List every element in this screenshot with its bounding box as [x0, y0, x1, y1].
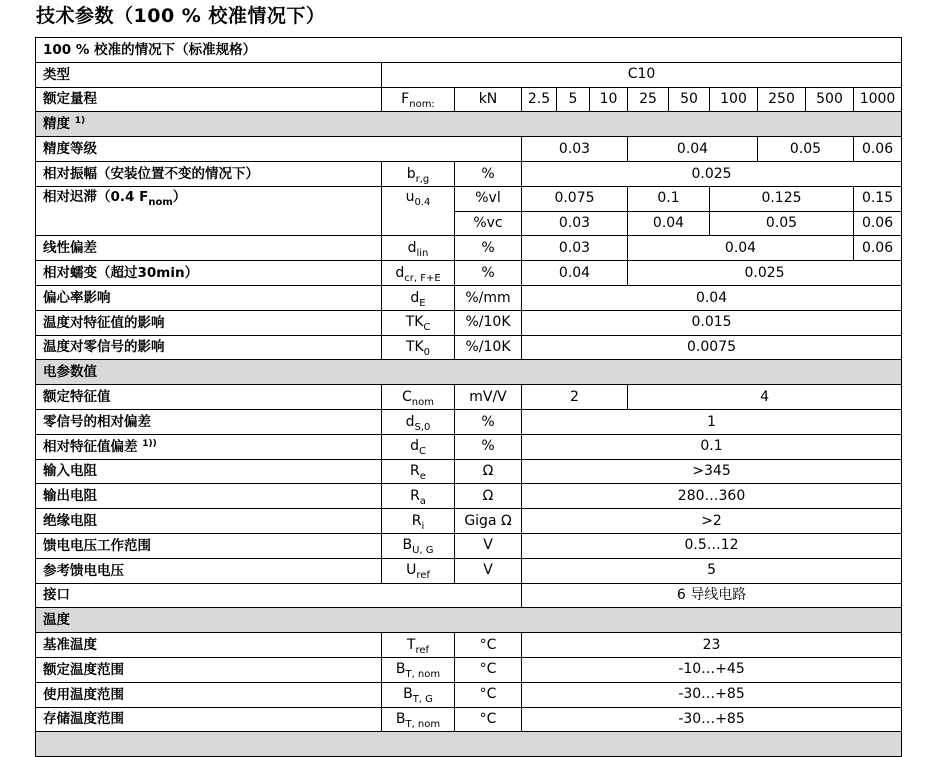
page-title: 技术参数（100 % 校准情况下）	[36, 5, 326, 27]
linearity-value: 0.03	[522, 236, 628, 261]
range-value: 25	[628, 87, 669, 112]
range-value: 500	[806, 87, 854, 112]
ri-unit: Giga Ω	[455, 509, 522, 534]
eccentricity-row	[36, 285, 902, 310]
uref-value: 5	[522, 558, 902, 583]
uref-row	[36, 558, 902, 583]
type-value: C10	[382, 62, 902, 87]
section-next	[36, 732, 902, 757]
range-value: 2.5	[522, 87, 557, 112]
btg-label: 使用温度范围	[36, 682, 382, 707]
section-temperature-row	[36, 608, 902, 633]
zero-value: 1	[522, 409, 902, 434]
range-value: 1000	[854, 87, 902, 112]
linearity-value: 0.04	[628, 236, 854, 261]
range-value: 10	[590, 87, 628, 112]
accuracy-class-value: 0.03	[522, 137, 628, 162]
linearity-unit: %	[455, 236, 522, 261]
amplitude-label: 相对振幅（安装位置不变的情况下）	[36, 161, 382, 186]
tk0-label: 温度对零信号的影响	[36, 335, 382, 360]
hysteresis-vl-row	[36, 186, 902, 211]
ri-value: >2	[522, 509, 902, 534]
hysteresis-vc-value: 0.04	[628, 211, 710, 236]
tref-label: 基准温度	[36, 633, 382, 658]
hysteresis-vl-value: 0.15	[854, 186, 902, 211]
range-value: 5	[557, 87, 590, 112]
tkc-symbol: $TK_C$	[382, 310, 455, 335]
tkc-label: 温度对特征值的影响	[36, 310, 382, 335]
tk0-unit: %/10K	[455, 335, 522, 360]
range-row	[36, 87, 902, 112]
btg-symbol: $B_{T, G}$	[382, 682, 455, 707]
btg-row	[36, 682, 902, 707]
linearity-value: 0.06	[854, 236, 902, 261]
amplitude-value: 0.025	[522, 161, 902, 186]
zero-unit: %	[455, 409, 522, 434]
ra-label: 输出电阻	[36, 484, 382, 509]
eccentricity-label: 偏心率影响	[36, 285, 382, 310]
tkc-row	[36, 310, 902, 335]
btnom-label: 额定温度范围	[36, 657, 382, 682]
btnom-unit: °C	[455, 657, 522, 682]
range-value: 100	[710, 87, 758, 112]
hysteresis-vl-value: 0.125	[710, 186, 854, 211]
bts-unit: °C	[455, 707, 522, 732]
ra-unit: Ω	[455, 484, 522, 509]
tk0-symbol: $TK_0$	[382, 335, 455, 360]
tref-value: 23	[522, 633, 902, 658]
btg-unit: °C	[455, 682, 522, 707]
uref-label: 参考馈电电压	[36, 558, 382, 583]
bug-symbol: $B_{U, G}$	[382, 533, 455, 558]
ra-value: 280…360	[522, 484, 902, 509]
linearity-label: 线性偏差	[36, 236, 382, 261]
uref-unit: V	[455, 558, 522, 583]
re-unit: Ω	[455, 459, 522, 484]
btnom-value: -10…+45	[522, 657, 902, 682]
tref-unit: °C	[455, 633, 522, 658]
hysteresis-symbol: $u_{0.4}$	[382, 186, 455, 236]
re-value: >345	[522, 459, 902, 484]
linearity-symbol: $d_{lin}$	[382, 236, 455, 261]
creep-unit: %	[455, 261, 522, 286]
table-caption-row	[36, 38, 902, 63]
type-row	[36, 62, 902, 87]
range-value: 250	[758, 87, 806, 112]
hysteresis-vc-value: 0.05	[710, 211, 854, 236]
eccentricity-unit: %/mm	[455, 285, 522, 310]
zero-label: 零信号的相对偏差	[36, 409, 382, 434]
ra-row	[36, 484, 902, 509]
section-temperature: 温度	[36, 608, 902, 633]
range-symbol: $F_{nom:}$	[382, 87, 455, 112]
range-label: 额定量程	[36, 87, 382, 112]
spec-table	[35, 37, 902, 757]
interface-value: 6 导线电路	[522, 583, 902, 608]
section-electrical-row	[36, 360, 902, 385]
tref-row	[36, 633, 902, 658]
btg-value: -30…+85	[522, 682, 902, 707]
bts-label: 存储温度范围	[36, 707, 382, 732]
creep-value: 0.04	[522, 261, 628, 286]
hysteresis-unit-vl: %vl	[455, 186, 522, 211]
ra-symbol: $R_a$	[382, 484, 455, 509]
dc-value: 0.1	[522, 434, 902, 459]
section-accuracy-row	[36, 112, 902, 137]
dc-unit: %	[455, 434, 522, 459]
accuracy-class-value: 0.04	[628, 137, 758, 162]
ri-symbol: $R_i$	[382, 509, 455, 534]
interface-label: 接口	[36, 583, 522, 608]
interface-row	[36, 583, 902, 608]
range-unit: kN	[455, 87, 522, 112]
linearity-row	[36, 236, 902, 261]
accuracy-class-row	[36, 137, 902, 162]
tk0-value: 0.0075	[522, 335, 902, 360]
tkc-value: 0.015	[522, 310, 902, 335]
hysteresis-label: 相对迟滞（0.4 $F_{nom}$）	[36, 186, 382, 236]
btnom-symbol: $B_{T, nom}$	[382, 657, 455, 682]
bts-row	[36, 707, 902, 732]
cnom-row	[36, 385, 902, 410]
cnom-value: 2	[522, 385, 628, 410]
cnom-symbol: $C_{nom}$	[382, 385, 455, 410]
hysteresis-vl-value: 0.1	[628, 186, 710, 211]
bug-value: 0.5…12	[522, 533, 902, 558]
bug-unit: V	[455, 533, 522, 558]
ri-label: 绝缘电阻	[36, 509, 382, 534]
re-label: 输入电阻	[36, 459, 382, 484]
section-accuracy: 精度 $^{1)}$	[36, 112, 902, 137]
accuracy-class-label: 精度等级	[36, 137, 522, 162]
amplitude-unit: %	[455, 161, 522, 186]
dc-label: 相对特征值偏差 $^{1))}$	[36, 434, 382, 459]
bug-label: 馈电电压工作范围	[36, 533, 382, 558]
cnom-label: 额定特征值	[36, 385, 382, 410]
re-symbol: $R_e$	[382, 459, 455, 484]
tk0-row	[36, 335, 902, 360]
bts-value: -30…+85	[522, 707, 902, 732]
accuracy-class-value: 0.05	[758, 137, 854, 162]
accuracy-class-value: 0.06	[854, 137, 902, 162]
bug-row	[36, 533, 902, 558]
zero-row	[36, 409, 902, 434]
tref-symbol: $T_{ref}$	[382, 633, 455, 658]
creep-label: 相对蠕变（超过30min）	[36, 261, 382, 286]
dc-symbol: $d_C$	[382, 434, 455, 459]
cnom-value: 4	[628, 385, 902, 410]
uref-symbol: $U_{ref}$	[382, 558, 455, 583]
table-caption: 100 % 校准的情况下（标准规格）	[36, 38, 902, 63]
amplitude-symbol: $b_{r,g}$	[382, 161, 455, 186]
section-next-row	[36, 732, 902, 757]
ri-row	[36, 509, 902, 534]
re-row	[36, 459, 902, 484]
creep-row	[36, 261, 902, 286]
section-electrical: 电参数值	[36, 360, 902, 385]
hysteresis-unit-vc: %vc	[455, 211, 522, 236]
dc-row	[36, 434, 902, 459]
creep-value: 0.025	[628, 261, 902, 286]
cnom-unit: mV/V	[455, 385, 522, 410]
amplitude-row	[36, 161, 902, 186]
type-label: 类型	[36, 62, 382, 87]
hysteresis-vc-value: 0.03	[522, 211, 628, 236]
eccentricity-value: 0.04	[522, 285, 902, 310]
eccentricity-symbol: $d_E$	[382, 285, 455, 310]
creep-symbol: $d_{cr, F+E}$	[382, 261, 455, 286]
range-value: 50	[669, 87, 710, 112]
zero-symbol: $d_{S,0}$	[382, 409, 455, 434]
hysteresis-vl-value: 0.075	[522, 186, 628, 211]
bts-symbol: $B_{T, nom}$	[382, 707, 455, 732]
hysteresis-vc-value: 0.06	[854, 211, 902, 236]
btnom-row	[36, 657, 902, 682]
tkc-unit: %/10K	[455, 310, 522, 335]
